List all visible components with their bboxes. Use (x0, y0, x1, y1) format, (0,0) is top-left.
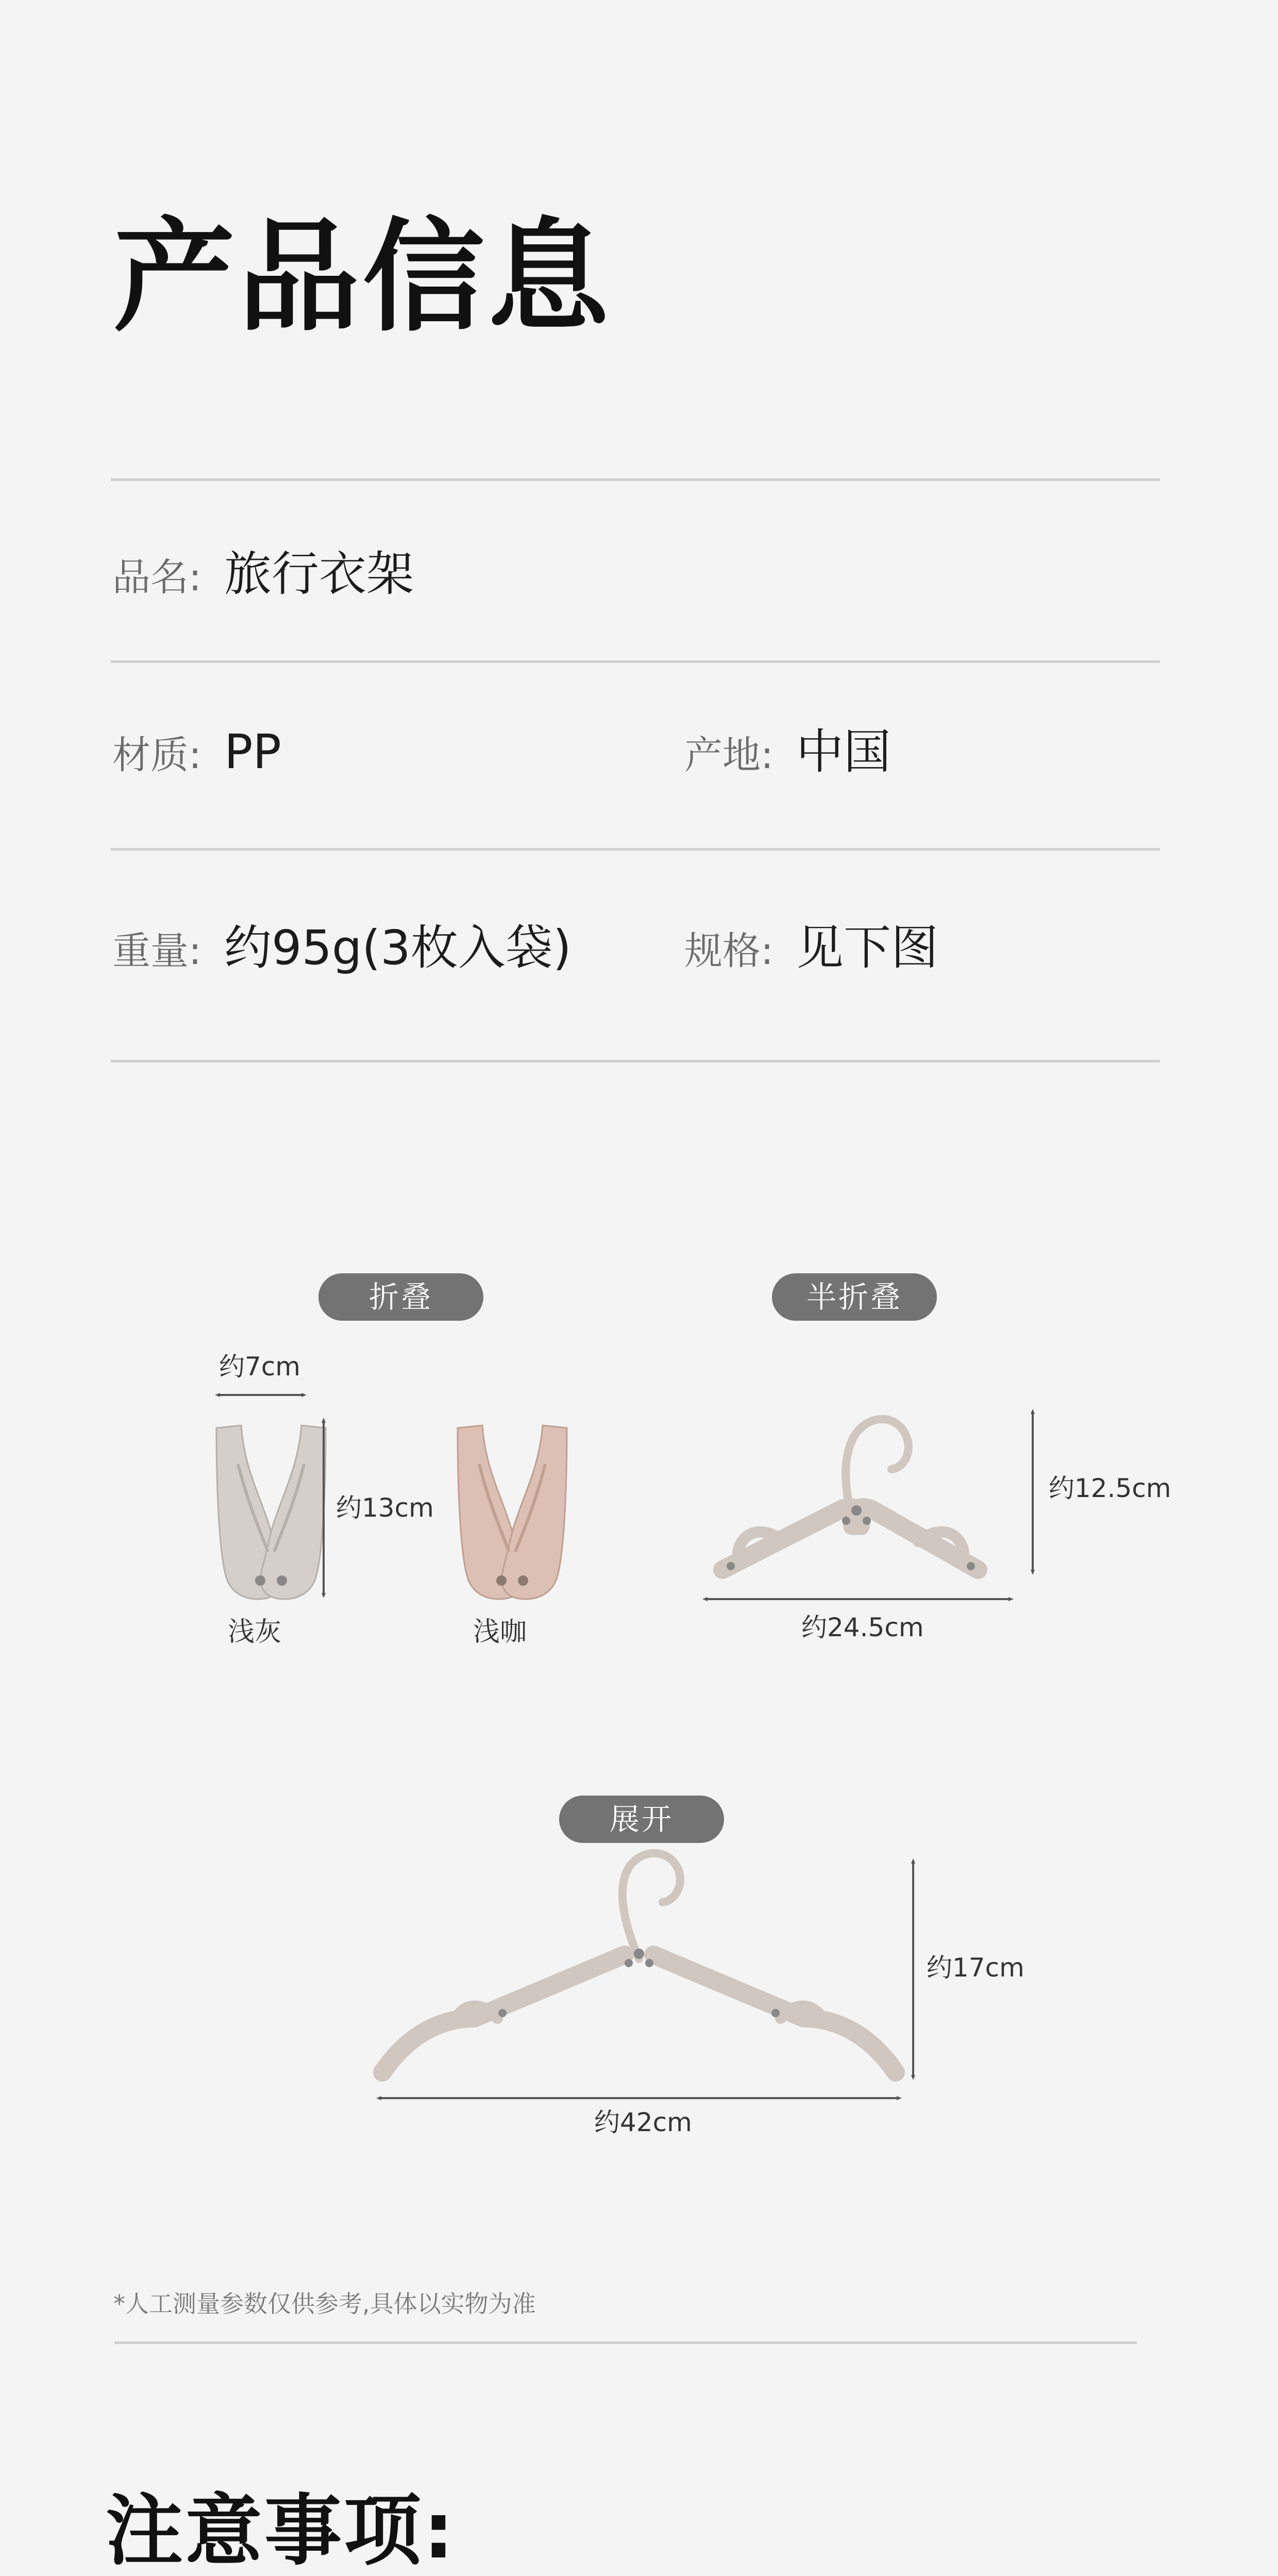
divider (114, 2341, 1137, 2344)
spec-colon: : (761, 929, 773, 973)
folded-hanger-coffee (458, 1425, 567, 1599)
folded-height-label: 约13cm (336, 1493, 434, 1523)
spec-value: 旅行衣架 (224, 546, 414, 602)
unfolded-hanger (382, 1853, 896, 2072)
spec-label: 产地 (684, 733, 761, 777)
unfolded-label-pill: 展开 (559, 1796, 724, 1843)
spec-label: 规格 (684, 929, 761, 973)
spec-value: 约95g(3枚入袋) (224, 920, 571, 975)
color-name-grey: 浅灰 (228, 1617, 282, 1648)
color-name-coffee: 浅咖 (473, 1617, 527, 1648)
spec-colon: : (189, 733, 201, 777)
page-title: 产品信息 (113, 206, 613, 348)
half-folded-width-label: 约24.5cm (801, 1613, 924, 1642)
spec-value: 见下图 (796, 920, 938, 975)
spec-value: 中国 (796, 724, 891, 779)
half-folded-hanger (722, 1419, 978, 1570)
unfolded-width-label: 约42cm (594, 2107, 692, 2137)
notice-title: 注意事项: (106, 2486, 456, 2576)
spec-colon: : (189, 555, 201, 600)
spec-label: 重量 (112, 929, 189, 973)
folded-width-label: 约7cm (219, 1352, 301, 1382)
measurement-note: *人工测量参数仅供参考,具体以实物为准 (113, 2290, 536, 2318)
spec-colon: : (189, 929, 201, 973)
spec-value: PP (224, 724, 281, 779)
folded-hanger-grey (216, 1425, 326, 1599)
unfolded-height-label: 约17cm (927, 1953, 1024, 1983)
half-folded-label-pill: 半折叠 (772, 1273, 937, 1321)
spec-colon: : (761, 733, 773, 777)
half-folded-height-label: 约12.5cm (1049, 1473, 1171, 1503)
spec-label: 材质 (112, 733, 189, 777)
spec-label: 品名 (112, 555, 189, 600)
folded-label-pill: 折叠 (318, 1273, 483, 1321)
